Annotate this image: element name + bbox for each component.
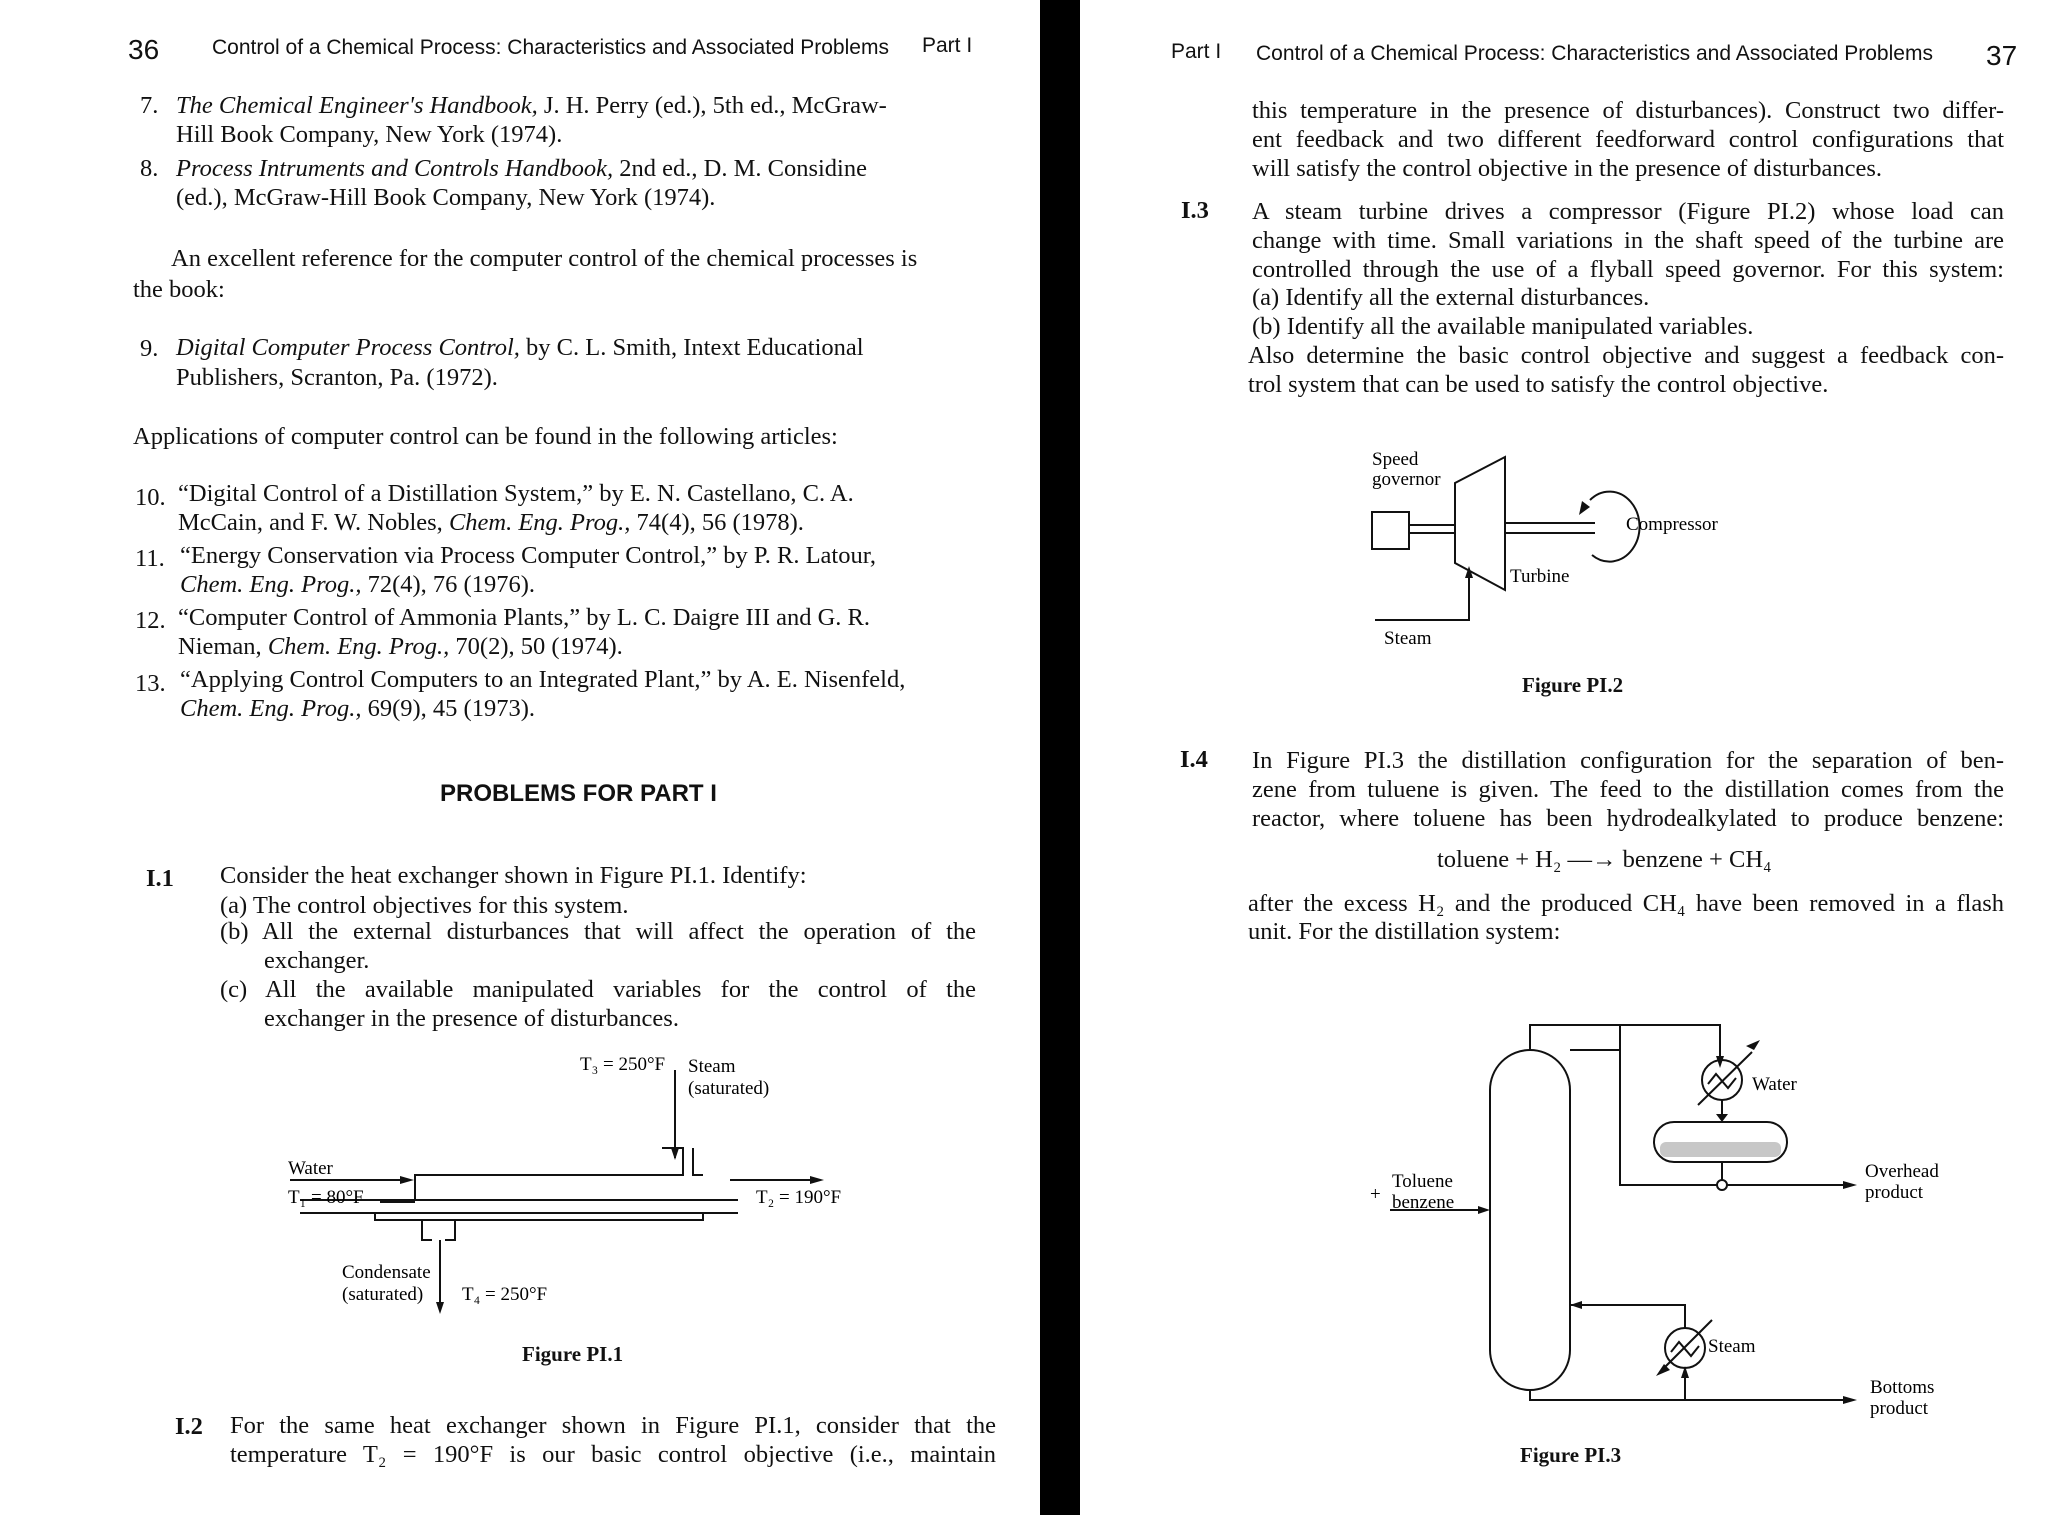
figure-steam-turbine	[1360, 445, 1760, 665]
saturated-label-2: (saturated)	[342, 1284, 424, 1305]
right-page	[1080, 0, 2048, 1515]
problem-1-3-line3: controlled through the use of a flyball speed governor. For this system:	[1252, 256, 2004, 283]
speed-label: Speed	[1372, 449, 1419, 470]
steam-label: Steam	[1708, 1336, 1756, 1357]
ref-12-line1: “Computer Control of Ammonia Plants,” by L. C. Daigre III and G. R.	[178, 604, 871, 631]
figure-heat-exchanger	[270, 1050, 890, 1360]
section-heading: PROBLEMS FOR PART I	[440, 780, 717, 807]
problem-number: I.3	[1181, 197, 1209, 224]
ref-number: 7.	[140, 92, 159, 119]
compressor-label: Compressor	[1626, 514, 1718, 535]
saturated-label: (saturated)	[688, 1078, 770, 1099]
problem-1-4-line3: reactor, where toluene has been hydrodealkylated to produce benzene:	[1252, 805, 2004, 832]
problem-1-3-line2: change with time. Small variations in the shaft speed of the turbine are	[1252, 227, 2004, 254]
ref-number: 8.	[140, 155, 159, 182]
problem-number: I.1	[146, 865, 174, 892]
problem-1-3-tail1: Also determine the basic control objective and suggest a feedback con-	[1248, 342, 2004, 369]
toluene-label: Toluene	[1392, 1171, 1453, 1192]
problem-1-2-cont-line1: this temperature in the presence of disturbances). Construct two differ-	[1252, 97, 2004, 124]
problem-1-2-cont-line2: ent feedback and two different feedforward control configurations that	[1252, 126, 2004, 153]
running-title: Control of a Chemical Process: Characteristics and Associated Problems	[1256, 42, 1933, 65]
t1-label: T₁ = 80°F	[288, 1187, 364, 1208]
figure-caption: Figure PI.2	[1522, 673, 1624, 697]
page-number: 37	[1986, 40, 2018, 71]
running-title: Control of a Chemical Process: Characteristics and Associated Problems	[212, 36, 889, 59]
ref-11-line1: “Energy Conservation via Process Computer Control,” by P. R. Latour,	[180, 542, 877, 569]
condensate-label: Condensate	[342, 1262, 431, 1283]
ref-10-line1: “Digital Control of a Distillation System,” by E. N. Castellano, C. A.	[178, 480, 854, 507]
problem-number: I.4	[1180, 746, 1208, 773]
ref-number: 9.	[140, 335, 159, 362]
ref-number: 11.	[135, 545, 165, 572]
turbine-label: Turbine	[1510, 566, 1570, 587]
ref-8-line2: (ed.), McGraw-Hill Book Company, New York (1974).	[176, 184, 716, 211]
problem-1-1-c-line1: (c) All the available manipulated variables for the control of the	[220, 976, 976, 1003]
overhead-label: Overhead	[1865, 1161, 1939, 1182]
ref-10-line2: McCain, and F. W. Nobles, Chem. Eng. Prog., 74(4), 56 (1978).	[178, 509, 804, 536]
t4-label: T₄ = 250°F	[462, 1284, 548, 1305]
intro-paragraph-line2: the book:	[133, 276, 225, 303]
figure-caption: Figure PI.3	[1520, 1443, 1622, 1467]
part-label: Part I	[922, 34, 973, 57]
t2-label: T₂ = 190°F	[756, 1187, 842, 1208]
governor-label: governor	[1372, 469, 1441, 490]
figure-distillation-column	[1290, 1010, 1990, 1430]
problem-1-3-a: (a) Identify all the external disturbances.	[1252, 284, 1650, 311]
problem-1-2-cont-line3: will satisfy the control objective in the presence of disturbances.	[1252, 155, 1883, 182]
ref-8-line1: Process Intruments and Controls Handbook, 2nd ed., D. M. Considine	[176, 155, 867, 182]
problem-1-4-line2: zene from tuluene is given. The feed to the distillation comes from the	[1252, 776, 2004, 803]
steam-label: Steam	[688, 1056, 736, 1077]
bottoms-product-label: product	[1870, 1398, 1929, 1419]
water-label: Water	[1752, 1074, 1797, 1095]
ref-number: 13.	[135, 670, 166, 697]
overhead-product-label: product	[1865, 1182, 1924, 1203]
water-label: Water	[288, 1158, 333, 1179]
ref-11-line2: Chem. Eng. Prog., 72(4), 76 (1976).	[180, 571, 535, 598]
intro-paragraph-2: Applications of computer control can be found in the following articles:	[133, 423, 838, 450]
page-number: 36	[128, 34, 160, 65]
problem-1-1-a: (a) The control objectives for this system.	[220, 892, 629, 919]
ref-7-line2: Hill Book Company, New York (1974).	[176, 121, 563, 148]
problem-1-3-b: (b) Identify all the available manipulated variables.	[1252, 313, 1754, 340]
problem-1-1-intro: Consider the heat exchanger shown in Figure PI.1. Identify:	[220, 862, 807, 889]
problem-1-3-line1: A steam turbine drives a compressor (Figure PI.2) whose load can	[1252, 198, 2004, 225]
ref-9-line2: Publishers, Scranton, Pa. (1972).	[176, 364, 498, 391]
problem-1-1-b-line2: exchanger.	[264, 947, 370, 974]
steam-label: Steam	[1384, 628, 1432, 649]
problem-1-4-line1: In Figure PI.3 the distillation configuration for the separation of ben-	[1252, 747, 2004, 774]
ref-7-line1: The Chemical Engineer's Handbook, J. H. Perry (ed.), 5th ed., McGraw-	[176, 92, 887, 119]
ref-13-line2: Chem. Eng. Prog., 69(9), 45 (1973).	[180, 695, 535, 722]
book-spine	[1040, 0, 1080, 1515]
problem-1-4-after1: after the excess H₂ and the produced CH₄ have been removed in a flash	[1248, 890, 2004, 917]
ref-number: 10.	[135, 484, 166, 511]
bottoms-label: Bottoms	[1870, 1377, 1935, 1398]
problem-1-2-line1: For the same heat exchanger shown in Figure PI.1, consider that the	[230, 1412, 996, 1439]
ref-9-line1: Digital Computer Process Control, by C. L. Smith, Intext Educational	[176, 334, 864, 361]
problem-number: I.2	[175, 1413, 203, 1440]
problem-1-4-after2: unit. For the distillation system:	[1248, 918, 1561, 945]
t3-label: T₃ = 250°F	[580, 1054, 666, 1075]
ref-13-line1: “Applying Control Computers to an Integrated Plant,” by A. E. Nisenfeld,	[180, 666, 906, 693]
problem-1-1-c-line2: exchanger in the presence of disturbances.	[264, 1005, 679, 1032]
plus-sign: +	[1370, 1184, 1381, 1205]
problem-1-2-line2: temperature T₂ = 190°F is our basic control objective (i.e., maintain	[230, 1441, 996, 1468]
benzene-label: benzene	[1392, 1192, 1455, 1213]
reaction-equation: toluene + H₂ —→ benzene + CH₄	[1437, 846, 1772, 873]
part-label: Part I	[1171, 40, 1222, 63]
intro-paragraph-line1: An excellent reference for the computer control of the chemical processes is	[171, 245, 918, 272]
problem-1-3-tail2: trol system that can be used to satisfy the control objective.	[1248, 371, 1829, 398]
figure-caption: Figure PI.1	[522, 1342, 624, 1366]
problem-1-1-b-line1: (b) All the external disturbances that will affect the operation of the	[220, 918, 976, 945]
ref-number: 12.	[135, 607, 166, 634]
ref-12-line2: Nieman, Chem. Eng. Prog., 70(2), 50 (1974).	[178, 633, 623, 660]
